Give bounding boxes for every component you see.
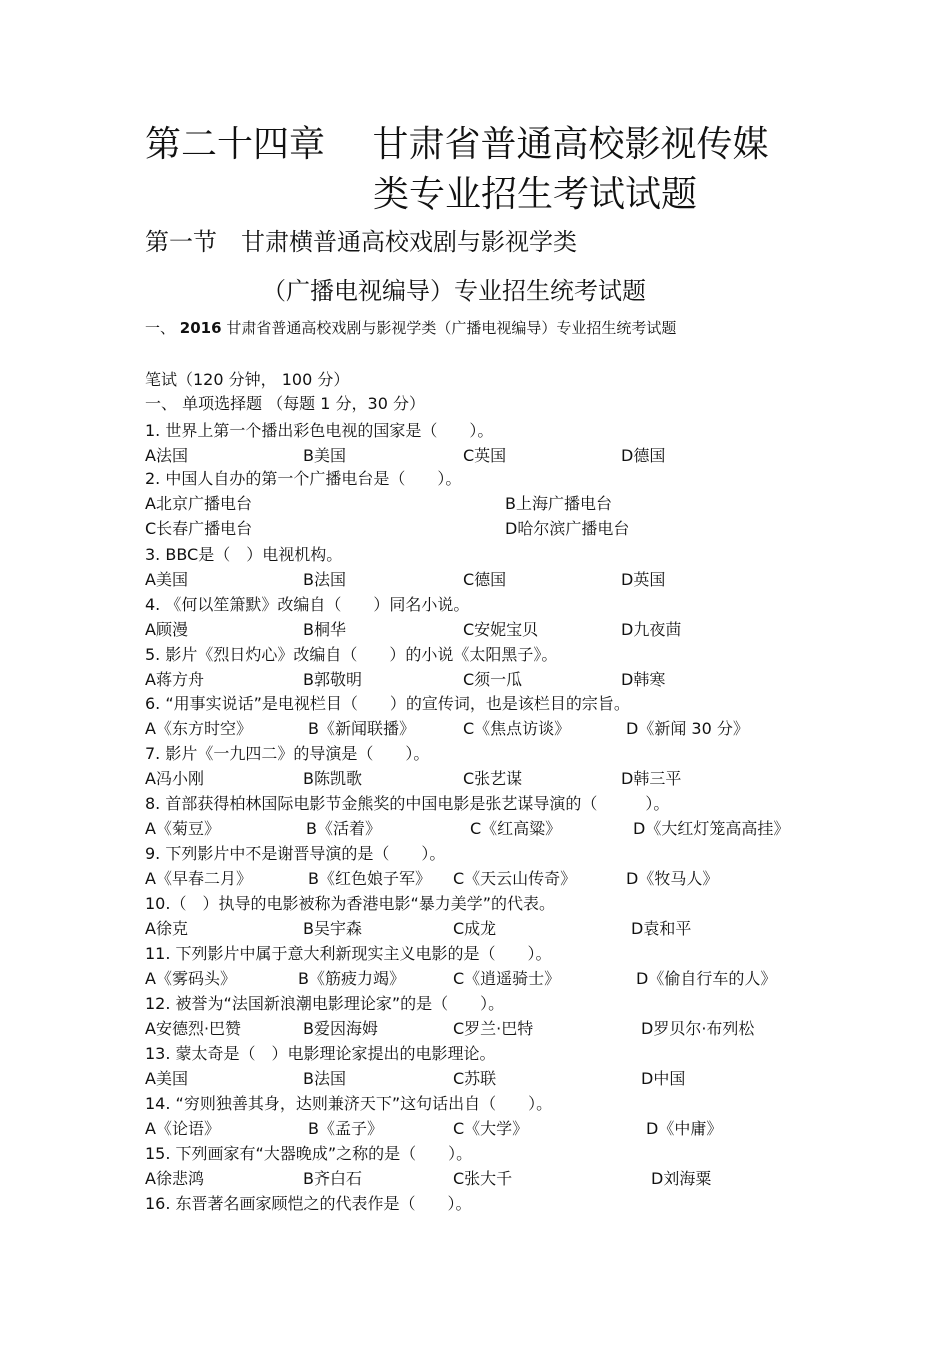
answer-option: D德国	[621, 446, 666, 465]
answer-option: D英国	[621, 570, 666, 589]
answer-option: B《新闻联播》	[308, 719, 415, 738]
subheading-prefix: 一、	[145, 319, 176, 337]
answer-option: D韩寒	[621, 670, 666, 689]
answer-option: B《筋疲力竭》	[298, 969, 405, 988]
section-title-line-1: 第一节 甘肃横普通高校戏剧与影视学类	[145, 228, 577, 256]
answer-option: A《早春二月》	[145, 869, 252, 888]
answer-option: B桐华	[303, 620, 346, 639]
question-text: 11. 下列影片中属于意大利新现实主义电影的是（ ）。	[145, 944, 552, 963]
answer-option: B齐白石	[303, 1169, 362, 1188]
question-text: 14. “穷则独善其身，达则兼济天下”这句话出自（ ）。	[145, 1094, 553, 1113]
question-text: 9. 下列影片中不是谢晋导演的是（ ）。	[145, 844, 446, 863]
answer-option: C《大学》	[453, 1119, 529, 1138]
chapter-title-line-1: 第二十四章 甘肃省普通高校影视传媒	[145, 124, 769, 165]
answer-option: C张艺谋	[463, 769, 523, 788]
answer-option: A美国	[145, 570, 188, 589]
answer-option: A北京广播电台	[145, 494, 252, 513]
part-title: 一、 单项选择题 （每题 1 分，30 分）	[145, 394, 425, 413]
answer-option: C德国	[463, 570, 507, 589]
answer-option: B《红色娘子军》	[308, 869, 431, 888]
question-text: 5. 影片《烈日灼心》改编自（ ）的小说《太阳黑子》。	[145, 645, 558, 664]
answer-option: A顾漫	[145, 620, 188, 639]
answer-option: C安妮宝贝	[463, 620, 539, 639]
answer-option: D韩三平	[621, 769, 682, 788]
answer-option: D刘海粟	[651, 1169, 712, 1188]
answer-option: C张大千	[453, 1169, 513, 1188]
answer-option: B上海广播电台	[505, 494, 612, 513]
answer-option: D《偷自行车的人》	[636, 969, 777, 988]
answer-option: B爱因海姆	[303, 1019, 378, 1038]
exam-subheading	[145, 318, 676, 338]
question-text: 3. BBC是（ ）电视机构。	[145, 545, 343, 564]
answer-option: D《中庸》	[646, 1119, 723, 1138]
question-text: 16. 东晋著名画家顾恺之的代表作是（ ）。	[145, 1194, 472, 1213]
question-text: 8. 首部获得柏林国际电影节金熊奖的中国电影是张艺谋导演的（ ）。	[145, 794, 670, 813]
answer-option: D《新闻 30 分》	[626, 719, 749, 738]
question-text: 4. 《何以笙箫默》改编自（ ）同名小说。	[145, 595, 470, 614]
question-text: 10.（ ）执导的电影被称为香港电影“暴力美学”的代表。	[145, 894, 556, 913]
question-text: 15. 下列画家有“大器晚成”之称的是（ ）。	[145, 1144, 473, 1163]
answer-option: A安德烈·巴赞	[145, 1019, 242, 1038]
subheading-year: 2016	[179, 319, 222, 337]
question-text: 12. 被誉为“法国新浪潮电影理论家”的是（ ）。	[145, 994, 505, 1013]
question-text: 6. “用事实说话”是电视栏目（ ）的宣传词，也是该栏目的宗旨。	[145, 694, 630, 713]
chapter-title-line-2: 类专业招生考试试题	[373, 174, 698, 215]
answer-option: A冯小刚	[145, 769, 204, 788]
answer-option: D袁和平	[631, 919, 692, 938]
answer-option: A法国	[145, 446, 188, 465]
section-title-line-2: （广播电视编导）专业招生统考试题	[262, 277, 646, 305]
answer-option: D罗贝尔·布列松	[641, 1019, 755, 1038]
answer-option: A《雾码头》	[145, 969, 236, 988]
answer-option: B《活着》	[306, 819, 381, 838]
answer-option: A《论语》	[145, 1119, 220, 1138]
answer-option: A徐悲鸿	[145, 1169, 204, 1188]
exam-info: 笔试（120 分钟， 100 分）	[145, 370, 350, 389]
answer-option: C《焦点访谈》	[463, 719, 571, 738]
answer-option: C《红高粱》	[470, 819, 562, 838]
answer-option: C《天云山传奇》	[453, 869, 577, 888]
question-text: 7. 影片《一九四二》的导演是（ ）。	[145, 744, 430, 763]
answer-option: D《牧马人》	[626, 869, 719, 888]
answer-option: B法国	[303, 570, 346, 589]
answer-option: C长春广播电台	[145, 519, 253, 538]
answer-option: C罗兰·巴特	[453, 1019, 534, 1038]
answer-option: B吴宇森	[303, 919, 362, 938]
answer-option: A徐克	[145, 919, 188, 938]
answer-option: C成龙	[453, 919, 497, 938]
answer-option: D九夜茴	[621, 620, 682, 639]
answer-option: A蒋方舟	[145, 670, 204, 689]
answer-option: B法国	[303, 1069, 346, 1088]
answer-option: B陈凯歌	[303, 769, 362, 788]
answer-option: A美国	[145, 1069, 188, 1088]
subheading-text: 甘肃省普通高校戏剧与影视学类（广播电视编导）专业招生统考试题	[226, 319, 677, 337]
answer-option: A《东方时空》	[145, 719, 252, 738]
question-text: 2. 中国人自办的第一个广播电台是（ ）。	[145, 469, 462, 488]
answer-option: C英国	[463, 446, 507, 465]
answer-option: D《大红灯笼高高挂》	[633, 819, 790, 838]
answer-option: C须一瓜	[463, 670, 523, 689]
question-text: 13. 蒙太奇是（ ）电影理论家提出的电影理论。	[145, 1044, 496, 1063]
answer-option: C苏联	[453, 1069, 497, 1088]
answer-option: B《孟子》	[308, 1119, 383, 1138]
answer-option: B美国	[303, 446, 346, 465]
answer-option: C《逍遥骑士》	[453, 969, 561, 988]
question-text: 1. 世界上第一个播出彩色电视的国家是（ ）。	[145, 421, 494, 440]
answer-option: A《菊豆》	[145, 819, 220, 838]
answer-option: D哈尔滨广播电台	[505, 519, 630, 538]
answer-option: D中国	[641, 1069, 686, 1088]
answer-option: B郭敬明	[303, 670, 362, 689]
